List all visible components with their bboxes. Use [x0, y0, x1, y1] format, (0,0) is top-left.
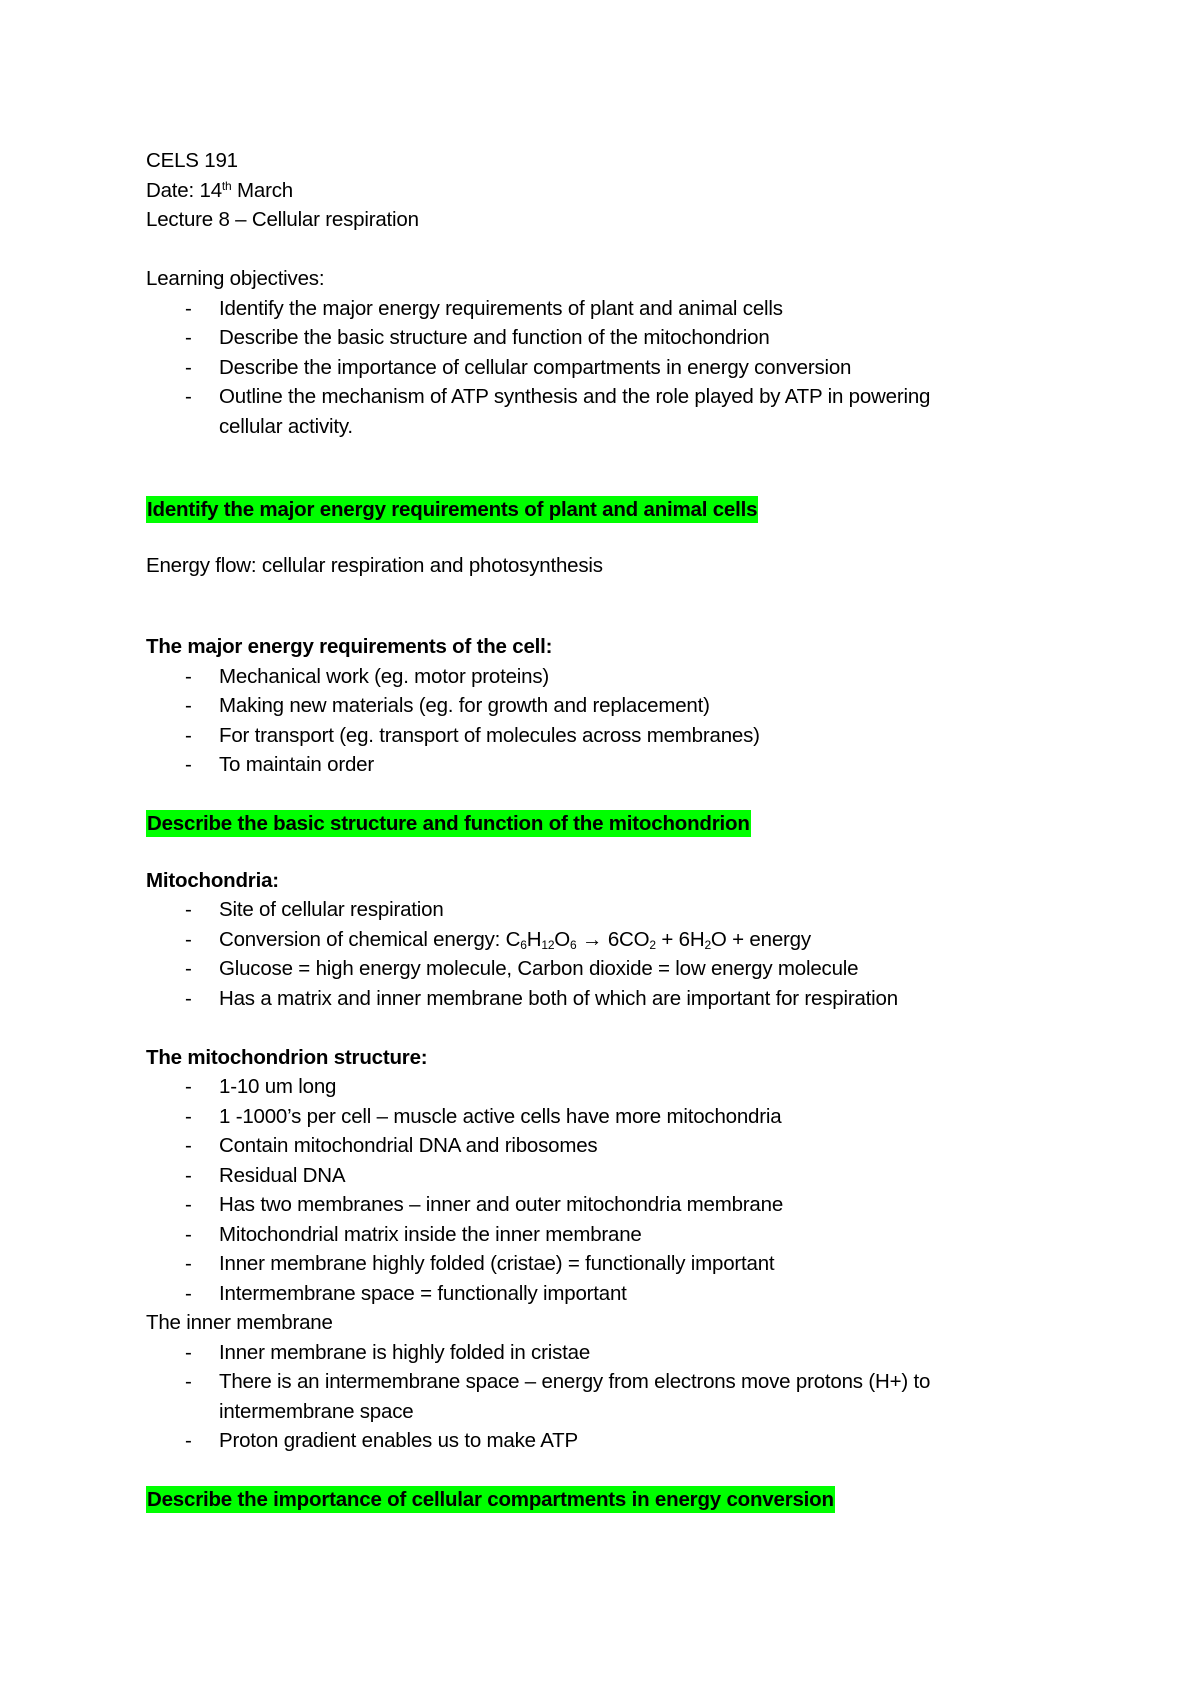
requirements-title: The major energy requirements of the cell: [146, 635, 553, 658]
list-item: - Identify the major energy requirements of plant and animal cells [146, 294, 1066, 324]
lecture-date: Date: 14th March [146, 178, 293, 202]
list-item: - Intermembrane space = functionally important [146, 1279, 1066, 1309]
list-item: - 1-10 um long [146, 1072, 1066, 1102]
list-item: - Site of cellular respiration [146, 895, 1066, 925]
list-item: - Proton gradient enables us to make ATP [146, 1426, 1066, 1456]
list-item: - 1 -1000’s per cell – muscle active cells have more mitochondria [146, 1102, 1066, 1132]
document-page [146, 146, 1066, 1515]
section-heading-mitochondrion: Describe the basic structure and function of the mitochondrion [147, 812, 750, 835]
objectives-title: Learning objectives: [146, 267, 325, 290]
list-item: - Outline the mechanism of ATP synthesis and the role played by ATP in powering cellular activity. [146, 382, 999, 441]
list-item: - Inner membrane highly folded (cristae) = functionally important [146, 1249, 1066, 1279]
list-item: - Describe the importance of cellular compartments in energy conversion [146, 353, 1066, 383]
structure-title: The mitochondrion structure: [146, 1045, 428, 1069]
list-item: - Inner membrane is highly folded in cristae [146, 1338, 1066, 1368]
list-item: - For transport (eg. transport of molecules across membranes) [146, 721, 1066, 751]
section-heading-compartments: Describe the importance of cellular compartments in energy conversion [147, 1488, 834, 1511]
list-item: - Residual DNA [146, 1161, 1066, 1191]
energy-flow-line: Energy flow: cellular respiration and photosynthesis [146, 554, 603, 577]
list-item: - Glucose = high energy molecule, Carbon dioxide = low energy molecule [146, 954, 1066, 984]
list-item: - Mitochondrial matrix inside the inner membrane [146, 1220, 1066, 1250]
mitochondria-title: Mitochondria: [146, 868, 279, 892]
respiration-equation: - Conversion of chemical energy: $C_6H_{12}O_6 \to 6CO_2 + 6H_2O$ + energy [146, 925, 1066, 955]
list-item: - Has two membranes – inner and outer mitochondria membrane [146, 1190, 1066, 1220]
list-item: - Making new materials (eg. for growth and replacement) [146, 691, 1066, 721]
list-item: - To maintain order [146, 750, 1066, 780]
list-item: - Mechanical work (eg. motor proteins) [146, 662, 1066, 692]
section-heading-energy-requirements: Identify the major energy requirements of plant and animal cells [147, 497, 758, 521]
list-item: - Contain mitochondrial DNA and ribosomes [146, 1131, 1066, 1161]
structure-list [146, 1072, 1066, 1308]
course-code: CELS 191 [146, 149, 238, 172]
list-item: - Has a matrix and inner membrane both of which are important for respiration [146, 984, 1066, 1014]
list-item: - There is an intermembrane space – energy from electrons move protons (H+) to intermembrane space [146, 1367, 1019, 1426]
inner-membrane-list [146, 1338, 1066, 1456]
lecture-title: Lecture 8 – Cellular respiration [146, 208, 419, 231]
mitochondria-list [146, 895, 1066, 1013]
list-item: - Describe the basic structure and function of the mitochondrion [146, 323, 1066, 353]
objectives-list [146, 294, 1066, 442]
requirements-list [146, 662, 1066, 780]
inner-membrane-title: The inner membrane [146, 1311, 333, 1334]
